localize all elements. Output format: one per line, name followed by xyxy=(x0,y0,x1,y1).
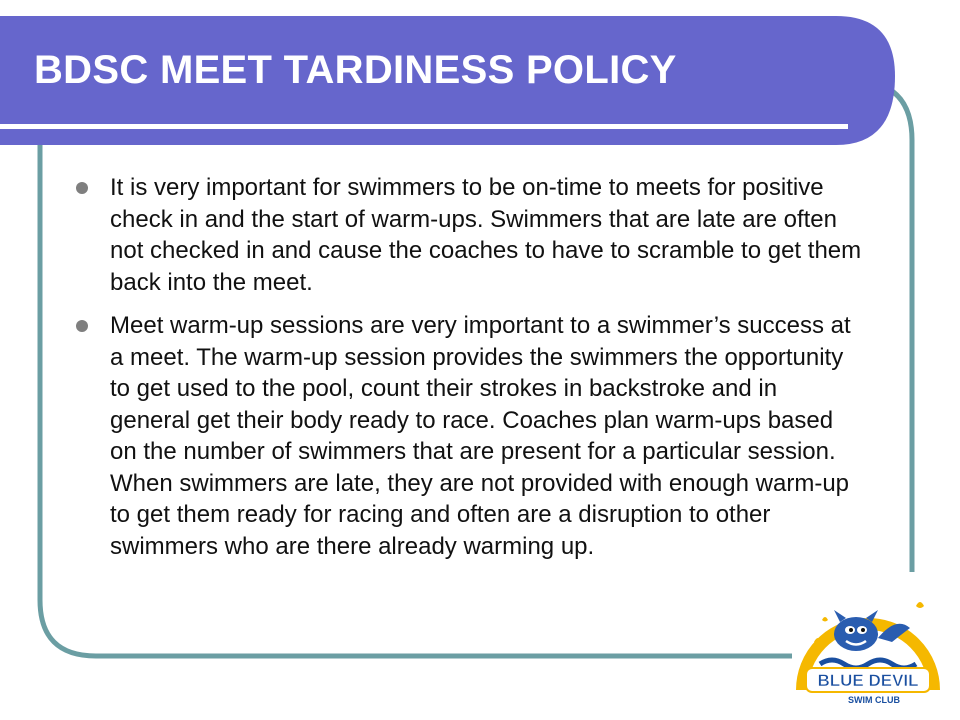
logo-text-line2: SWIM CLUB xyxy=(848,695,900,705)
logo-text-line1: BLUE DEVIL xyxy=(817,671,919,690)
blue-devil-swim-club-logo xyxy=(792,572,942,710)
bullet-list xyxy=(72,172,862,574)
bullet-marker xyxy=(76,182,88,194)
bullet-text: Meet warm-up sessions are very important to a swimmer’s success at a meet. The warm-up session provides the swimmers the opportunity to get used to the pool, count their strokes in backstroke and in general get their body ready to race. Coaches plan warm-ups based on the number of swimmers that are present for a particular session. When swimmers are late, they are not provided with enough warm-up to get them ready for racing and often are a disruption to other swimmers who are there already warming up. xyxy=(110,312,851,560)
slide-title: BDSC MEET TARDINESS POLICY xyxy=(34,48,677,92)
bullet-item xyxy=(72,310,862,562)
bullet-marker xyxy=(76,320,88,332)
bullet-text: It is very important for swimmers to be on-time to meets for positive check in and the start of warm-ups. Swimmers that are late are often not checked in and cause the coaches to have to scramble to get them back into the meet. xyxy=(110,174,862,296)
bullet-item xyxy=(72,172,862,298)
title-underline xyxy=(0,124,848,129)
